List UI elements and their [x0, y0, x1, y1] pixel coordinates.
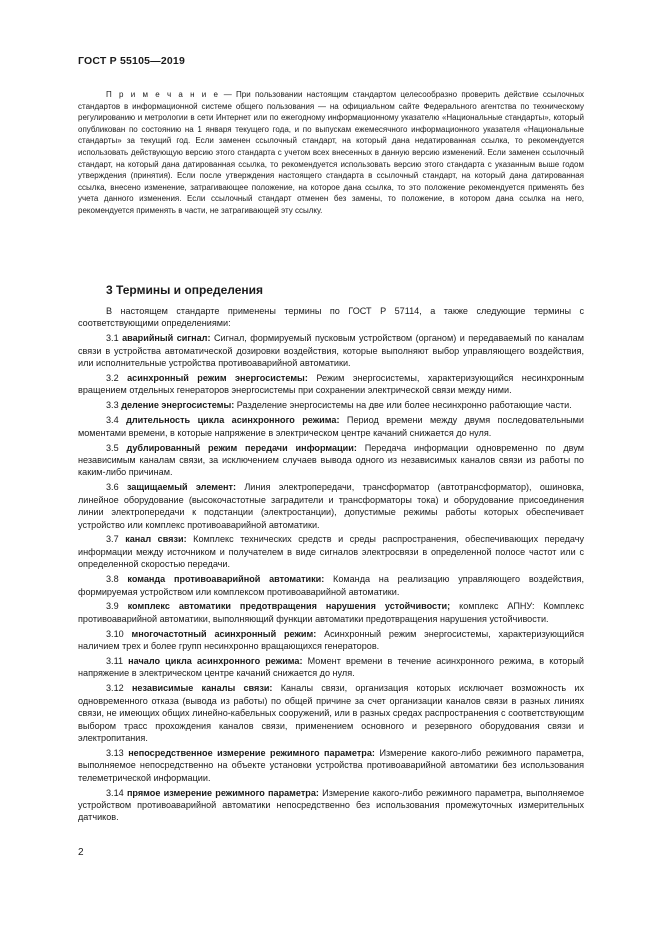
- term-number: 3.13: [106, 747, 124, 758]
- term-text: Разделение энергосистемы на две или более несинхронно работающие части.: [236, 400, 572, 411]
- term-name: дублированный режим передачи информации:: [126, 442, 357, 453]
- term-definition: [78, 628, 584, 653]
- term-definition: [78, 533, 584, 570]
- term-definition: [78, 573, 584, 598]
- section-intro: В настоящем стандарте применены термины по ГОСТ Р 57114, а также следующие термины с соответствующими определениями:: [78, 306, 584, 329]
- term-number: 3.7: [106, 534, 119, 545]
- term-definition: [78, 600, 584, 625]
- terms-list: [78, 332, 584, 824]
- term-number: 3.8: [106, 574, 119, 585]
- term-definition: [78, 442, 584, 479]
- term-text: Команда на реализацию управляющего воздействия, формируемая устройством или комплексом противоаварийной автоматики.: [78, 574, 584, 597]
- term-name: длительность цикла асинхронного режима:: [126, 415, 340, 426]
- note-text: — При пользовании настоящим стандартом целесообразно проверить действие ссылочных стандартов в информационной системе общего пользования — на официальном сайте Федерального агентства по техническому регулированию и метрологии в сети Интернет или по ежегодному информационному указателю «Национальные стандарты», который опубликован по состоянию на 1 января текущего года, и по выпускам ежемесячного информационного указателя «Национальные стандарты» за текущий год. Если заменен ссылочный стандарт, на который дана недатированная ссылка, то рекомендуется использовать действующую версию этого стандарта с учетом всех внесенных в данную версию изменений. Если заменен ссылочный стандарт, на который дана датированная ссылка, то рекомендуется использовать версию этого стандарта с указанным выше годом утверждения (принятия). Если после утверждения настоящего стандарта в ссылочный стандарт, на который дана датированная ссылка, внесено изменение, затрагивающее положение, на которое дана ссылка, то это положение рекомендуется применять без учета данного изменения. Если ссылочный стандарт отменен без замены, то положение, в котором дана ссылка на него, рекомендуется применять в части, не затрагивающей эту ссылку.: [78, 90, 584, 215]
- term-name: прямое измерение режимного параметра:: [126, 787, 319, 798]
- term-name: деление энергосистемы:: [121, 400, 235, 411]
- page-number: 2: [78, 847, 84, 858]
- term-number: 3.4: [106, 415, 119, 426]
- term-name: многочастотный асинхронный режим:: [131, 628, 317, 639]
- term-text: Асинхронный режим энергосистемы, характеризующийся наличием трех и более групп несинхронно вращающихся генераторов.: [78, 628, 584, 652]
- term-number: 3.11: [106, 656, 124, 667]
- term-number: 3.6: [106, 482, 119, 493]
- term-definition: [78, 787, 584, 824]
- term-definition: [78, 747, 584, 784]
- term-text: Сигнал, формируемый пусковым устройством (органом) и передаваемый по каналам связи в устройства автоматической дозировки воздействия, которые выполняют выбор управляющего воздействия, или исполнительные устройства противоаварийной автоматики.: [78, 333, 584, 369]
- term-number: 3.10: [106, 628, 124, 639]
- term-text: Момент времени в течение асинхронного режима, в который напряжение в электрическом центре качаний снижается до нуля.: [78, 656, 584, 679]
- term-name: начало цикла асинхронного режима:: [128, 656, 303, 667]
- section-title: 3 Термины и определения: [106, 283, 264, 297]
- term-definition: [78, 655, 584, 680]
- term-text: Режим энергосистемы, характеризующийся несинхронным вращением отдельных генераторов энергосистемы при сохранении электрической связи между ними.: [78, 373, 585, 396]
- term-definition: [78, 332, 584, 369]
- term-number: 3.12: [106, 683, 124, 694]
- term-definition: [78, 481, 584, 531]
- term-number: 3.5: [106, 442, 119, 453]
- note-block: [78, 89, 584, 217]
- term-name: непосредственное измерение режимного параметра:: [128, 747, 375, 758]
- term-number: 3.1: [106, 333, 119, 344]
- term-text: Комплекс технических средств и среды распространения, обеспечивающих передачу информации между источником и получателем в виде сигналов электросвязи в определенной полосе частот или с определенной скоростью передачи.: [78, 534, 585, 570]
- term-name: защищаемый элемент:: [126, 482, 237, 493]
- term-number: 3.9: [106, 601, 119, 612]
- term-text: Измерение какого-либо режимного параметра, выполняемое непосредственно на объекте установки устройства противоаварийной автоматики без использования телеметрической информации.: [78, 747, 584, 783]
- term-name: асинхронный режим энергосистемы:: [127, 373, 308, 384]
- term-text: комплекс АПНУ: Комплекс противоаварийной автоматики, выполняющий функции автоматики предотвращения нарушения устойчивости.: [78, 601, 584, 624]
- term-name: комплекс автоматики предотвращения нарушения устойчивости;: [127, 601, 451, 612]
- note-lead: П р и м е ч а н и е: [106, 90, 220, 99]
- term-name: независимые каналы связи:: [131, 683, 273, 694]
- term-definition: [78, 682, 584, 744]
- term-definition: [78, 414, 584, 439]
- term-text: Каналы связи, организация которых исключает возможность их одновременного отказа (вывода из работы) по общей причине за счет организации каналов связи в разных линиях связи, не имеющих общих линейно-кабельных сооружений, или в разных средах распространения с соответствующим выбором трасс прохождения каналов связи, применением основного и резервного оборудования связи и электропитания.: [78, 683, 585, 743]
- term-text: Измерение какого-либо режимного параметра, выполняемое устройством противоаварийной автоматики непосредственно без использования промежуточных измерительных датчиков.: [78, 787, 585, 823]
- term-definition: [78, 399, 584, 411]
- term-number: 3.2: [106, 373, 119, 384]
- term-text: Передача информации одновременно по двум независимым каналам связи, за исключением случаев вывода одного из независимых каналов связи из работы по каким-либо причинам.: [78, 442, 585, 478]
- term-name: команда противоаварийной автоматики:: [127, 574, 325, 585]
- term-text: Период времени между двумя последовательными моментами времени, в которые напряжение в электрическом центре качаний снижается до нуля.: [78, 415, 584, 438]
- term-definition: [78, 372, 584, 397]
- section-body: [78, 305, 584, 826]
- term-number: 3.3: [106, 400, 119, 411]
- note-paragraph: [78, 89, 584, 217]
- standard-designation: ГОСТ Р 55105—2019: [78, 55, 186, 67]
- term-text: Линия электропередачи, трансформатор (автотрансформатор), ошиновка, линейное оборудование (высокочастотные заградители и трансформаторы тока) и оборудование присоединения линии электропередачи к подстанции (электростанции), допустимые режимы работы которых обеспечивает устройство или комплекс противоаварийной автоматики.: [78, 482, 584, 530]
- term-name: аварийный сигнал:: [122, 333, 211, 344]
- term-name: канал связи:: [125, 534, 187, 545]
- term-number: 3.14: [106, 787, 124, 798]
